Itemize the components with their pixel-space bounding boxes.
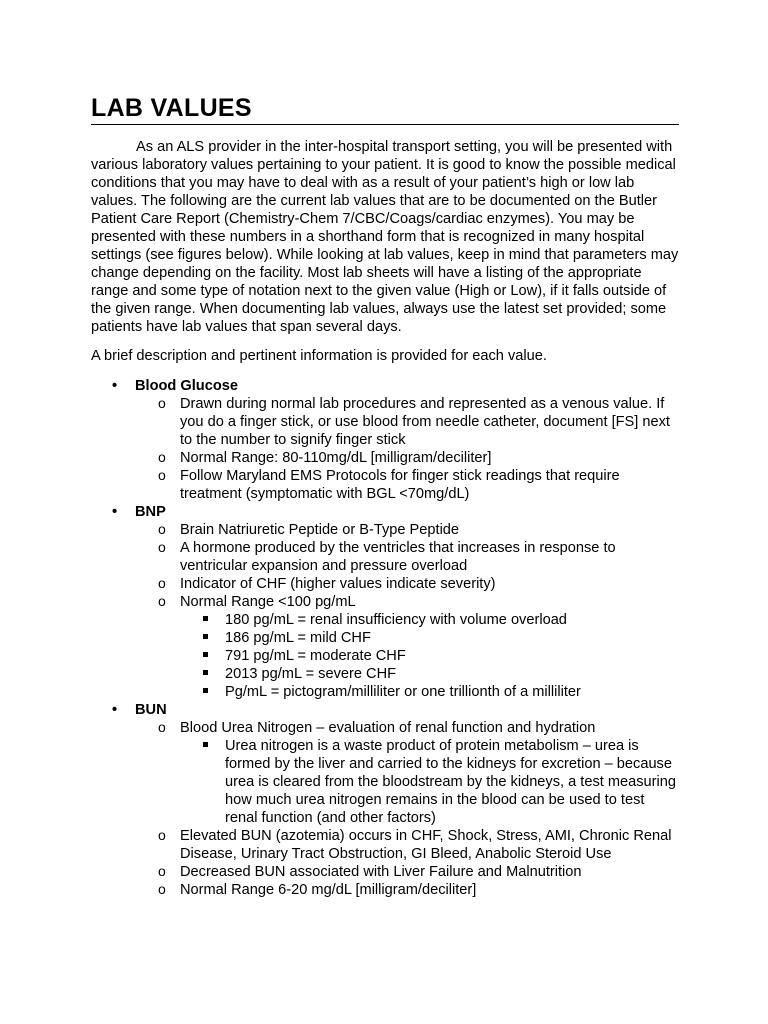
list-item <box>135 467 679 503</box>
bullet-circle-icon: o <box>158 593 166 609</box>
bullet-circle-icon: o <box>158 719 166 735</box>
sub-items <box>180 611 679 701</box>
section-items <box>135 395 679 503</box>
list-item <box>135 521 679 539</box>
bullet-square-icon <box>203 688 208 693</box>
bullet-square-icon <box>203 652 208 657</box>
sub-list-item-text: 2013 pg/mL = severe CHF <box>225 666 397 682</box>
list-item <box>135 395 679 449</box>
section-title: BUN <box>135 702 167 718</box>
bullet-circle-icon: o <box>158 827 166 843</box>
bullet-disc-icon: • <box>112 504 118 520</box>
bullet-circle-icon: o <box>158 395 166 411</box>
list-item <box>135 881 679 899</box>
bullet-circle-icon: o <box>158 863 166 879</box>
bullet-circle-icon: o <box>158 467 166 483</box>
section-title: Blood Glucose <box>135 378 238 394</box>
sub-list-item-text: Urea nitrogen is a waste product of protein metabolism – urea is formed by the liver and carried to the kidneys for excretion – because urea is cleared from the bloodstream by the kidneys, a test measuring how much urea nitrogen remains in the blood can be used to test renal function (and other factors) <box>225 738 677 826</box>
bullet-square-icon <box>203 742 208 747</box>
section-items <box>135 521 679 701</box>
bullet-disc-icon: • <box>112 702 118 718</box>
bullet-circle-icon: o <box>158 575 166 591</box>
list-item-text: Normal Range: 80-110mg/dL [milligram/deciliter] <box>180 450 492 466</box>
bullet-circle-icon: o <box>158 449 166 465</box>
list-item <box>135 827 679 863</box>
list-item <box>135 539 679 575</box>
page-title: LAB VALUES <box>91 93 679 125</box>
list-item-text: Brain Natriuretic Peptide or B-Type Peptide <box>180 522 460 538</box>
sub-list-item <box>180 629 679 647</box>
document-page <box>91 93 679 899</box>
list-item <box>135 863 679 881</box>
sub-list-item <box>180 665 679 683</box>
lab-value-list <box>91 377 679 899</box>
bullet-square-icon <box>203 670 208 675</box>
bullet-circle-icon: o <box>158 539 166 555</box>
sub-list-item-text: Pg/mL = pictogram/milliliter or one trillionth of a milliliter <box>225 684 581 700</box>
list-item-text: Decreased BUN associated with Liver Failure and Malnutrition <box>180 864 582 880</box>
bullet-square-icon <box>203 634 208 639</box>
list-item-text: Drawn during normal lab procedures and represented as a venous value. If you do a finger stick, or use blood from needle catheter, document [FS] next to the number to signify finger stick <box>180 396 670 448</box>
list-item-text: Blood Urea Nitrogen – evaluation of renal function and hydration <box>180 720 596 736</box>
bullet-circle-icon: o <box>158 521 166 537</box>
sub-list-item <box>180 647 679 665</box>
bullet-circle-icon: o <box>158 881 166 897</box>
section-bun <box>91 701 679 899</box>
section-title: BNP <box>135 504 166 520</box>
sub-list-item-text: 186 pg/mL = mild CHF <box>225 630 371 646</box>
sub-list-item <box>180 683 679 701</box>
bullet-disc-icon: • <box>112 378 118 394</box>
list-item-text: Elevated BUN (azotemia) occurs in CHF, Shock, Stress, AMI, Chronic Renal Disease, Urinary Tract Obstruction, GI Bleed, Anabolic Steroid Use <box>180 828 672 862</box>
list-item-text: Indicator of CHF (higher values indicate severity) <box>180 576 496 592</box>
section-blood-glucose <box>91 377 679 503</box>
brief-paragraph: A brief description and pertinent information is provided for each value. <box>91 348 547 364</box>
list-item <box>135 449 679 467</box>
section-items <box>135 719 679 899</box>
list-item-text: Normal Range <100 pg/mL <box>180 594 356 610</box>
intro-paragraph: As an ALS provider in the inter-hospital transport setting, you will be presented with various laboratory values pertaining to your patient. It is good to know the possible medical conditions that you may have to deal with as a result of your patient’s high or low lab values. The following are the current lab values that are to be documented on the Butler Patient Care Report (Chemistry-Chem 7/CBC/Coags/cardiac enzymes). You may be presented with these numbers in a shorthand form that is recognized in many hospital settings (see figures below). While looking at lab values, keep in mind that parameters may change depending on the facility. Most lab sheets will have a listing of the appropriate range and some type of notation next to the given value (High or Low), if it falls outside of the given range. When documenting lab values, always use the latest set provided; some patients have lab values that span several days. <box>91 139 679 335</box>
section-bnp <box>91 503 679 701</box>
sub-list-item <box>180 737 679 827</box>
sub-list-item <box>180 611 679 629</box>
bullet-square-icon <box>203 616 208 621</box>
sub-list-item-text: 180 pg/mL = renal insufficiency with volume overload <box>225 612 567 628</box>
list-item-text: Follow Maryland EMS Protocols for finger stick readings that require treatment (symptomatic with BGL <70mg/dL) <box>180 468 620 502</box>
list-item <box>135 593 679 701</box>
sub-items <box>180 737 679 827</box>
list-item-text: Normal Range 6-20 mg/dL [milligram/deciliter] <box>180 882 477 898</box>
list-item <box>135 575 679 593</box>
list-item-text: A hormone produced by the ventricles that increases in response to ventricular expansion and pressure overload <box>180 540 616 574</box>
sub-list-item-text: 791 pg/mL = moderate CHF <box>225 648 406 664</box>
list-item <box>135 719 679 827</box>
